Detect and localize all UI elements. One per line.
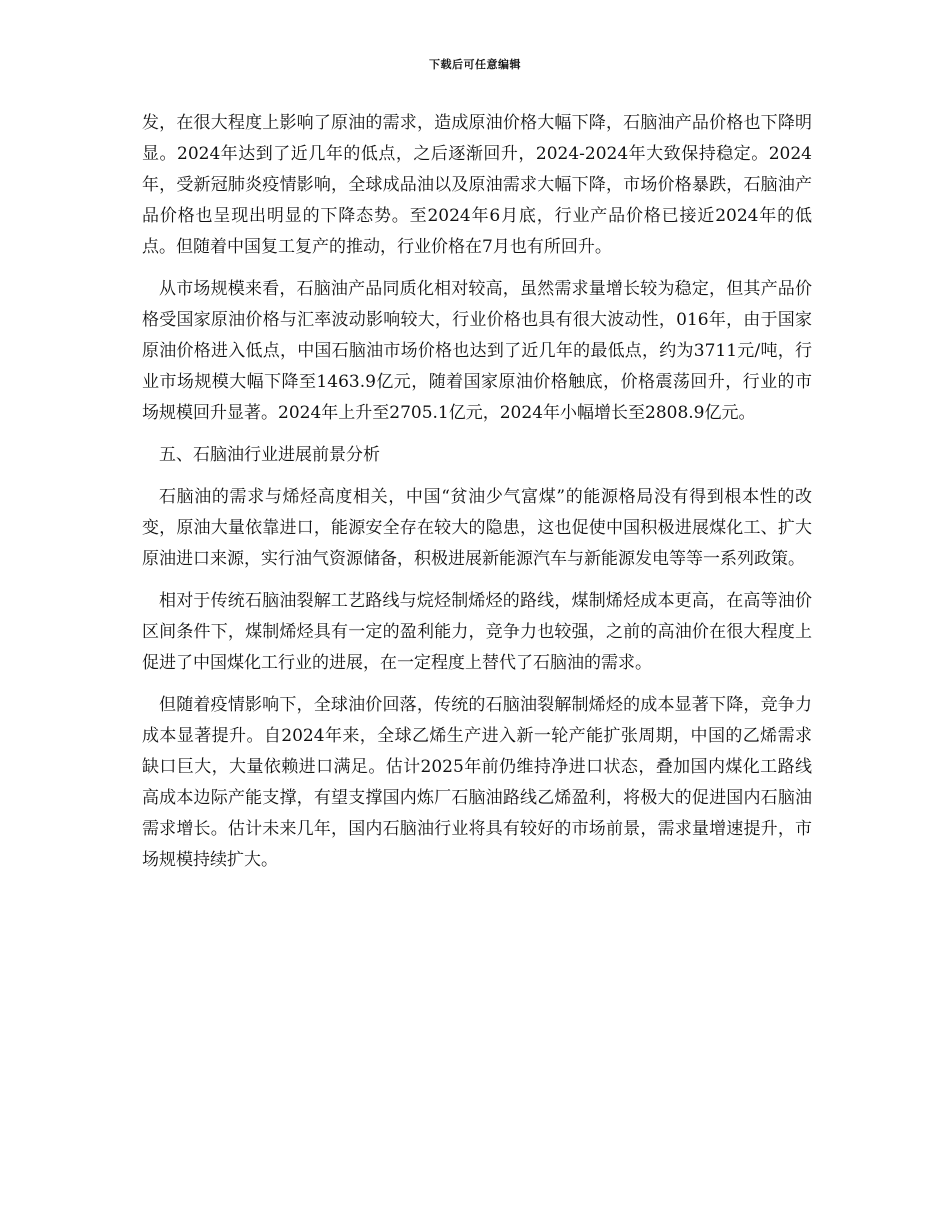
section-heading: 五、石脑油行业进展前景分析	[159, 445, 380, 465]
document-body	[142, 108, 812, 887]
page-header: 下载后可任意编辑	[429, 58, 521, 71]
paragraph-energy-structure: 石脑油的需求与烯烃高度相关，中国“贫油少气富煤”的能源格局没有得到根本性的改变，原油大量依靠进口，能源安全存在较大的隐患，这也促使中国积极进展煤化工、扩大原油进口来源，实行油气资源储备，积极进展新能源汽车与新能源发电等等一系列政策。	[142, 487, 812, 569]
paragraph-price-trend: 发，在很大程度上影响了原油的需求，造成原油价格大幅下降，石脑油产品价格也下降明显。2024年达到了近几年的低点，之后逐渐回升，2024-2024年大致保持稳定。2024年，受新冠肺炎疫情影响，全球成品油以及原油需求大幅下降，市场价格暴跌，石脑油产品价格也呈现出明显的下降态势。至2024年6月底，行业产品价格已接近2024年的低点。但随着中国复工复产的推动，行业价格在7月也有所回升。	[142, 113, 812, 257]
paragraph-outlook: 但随着疫情影响下，全球油价回落，传统的石脑油裂解制烯烃的成本显著下降，竞争力成本显著提升。自2024年来，全球乙烯生产进入新一轮产能扩张周期，中国的乙烯需求缺口巨大，大量依赖进口满足。估计2025年前仍维持净进口状态，叠加国内煤化工路线高成本边际产能支撑，有望支撑国内炼厂石脑油路线乙烯盈利，将极大的促进国内石脑油需求增长。估计未来几年，国内石脑油行业将具有较好的市场前景，需求量增速提升，市场规模持续扩大。	[142, 695, 812, 870]
paragraph-coal-to-olefins: 相对于传统石脑油裂解工艺路线与烷烃制烯烃的路线，煤制烯烃成本更高，在高等油价区间条件下，煤制烯烃具有一定的盈利能力，竞争力也较强，之前的高油价在很大程度上促进了中国煤化工行业的进展，在一定程度上替代了石脑油的需求。	[142, 591, 812, 673]
paragraph-market-scale: 从市场规模来看，石脑油产品同质化相对较高，虽然需求量增长较为稳定，但其产品价格受国家原油价格与汇率波动影响较大，行业价格也具有很大波动性，016年，由于国家原油价格进入低点，中国石脑油市场价格也达到了近几年的最低点，约为3711元/吨，行业市场规模大幅下降至1463.9亿元，随着国家原油价格触底，价格震荡回升，行业的市场规模回升显著。2024年上升至2705.1亿元，2024年小幅增长至2808.9亿元。	[142, 279, 812, 423]
